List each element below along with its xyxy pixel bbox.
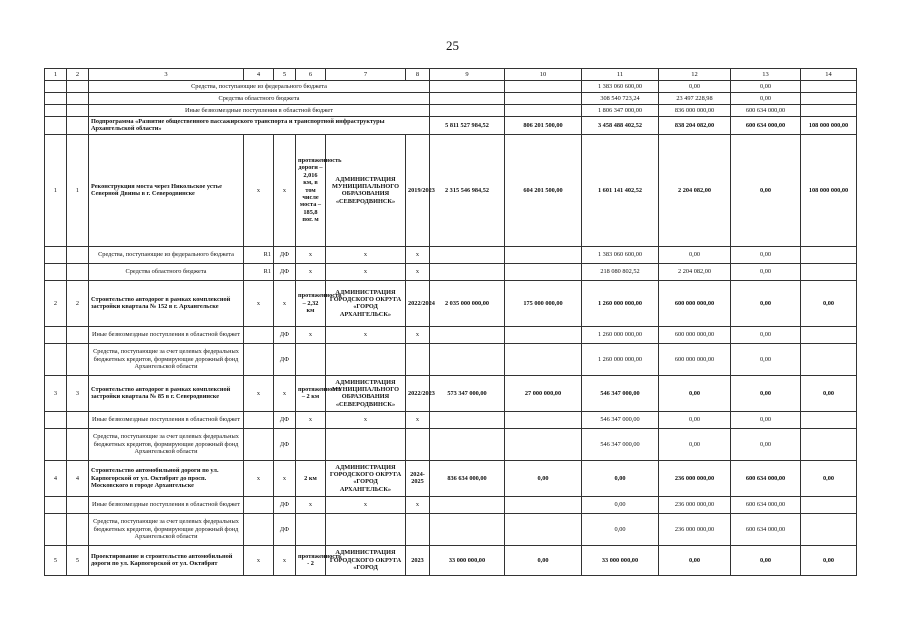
value-cell: 0,00 — [801, 460, 857, 496]
header-cell: 1 — [45, 69, 67, 81]
funding-row — [45, 326, 857, 343]
funding-row — [45, 246, 857, 263]
value-cell: 838 204 082,00 — [659, 117, 731, 135]
value-cell: 1 260 000 000,00 — [582, 343, 659, 375]
value-cell: 836 000 000,00 — [659, 105, 731, 117]
x-cell: х — [296, 263, 326, 280]
funding-row — [45, 513, 857, 545]
period-cell: 2024-2025 — [406, 460, 430, 496]
value-cell: 0,00 — [731, 411, 801, 428]
project-name: Строительство автодорог в рамках комплексной застройки квартала № 152 в г. Архангельске — [89, 280, 244, 326]
x-cell: х — [406, 411, 430, 428]
funding-source-label: Иные безвозмездные поступления в областной бюджет — [89, 496, 244, 513]
value-cell: 546 347 000,00 — [582, 375, 659, 411]
header-cell: 9 — [430, 69, 505, 81]
project-name: Строительство автомобильной дороги по ул. Карпогорской от ул. Октябрят до просп. Московского в городе Архангельске — [89, 460, 244, 496]
value-cell: 0,00 — [731, 280, 801, 326]
code-cell: х — [274, 375, 296, 411]
period-cell: 2022/2023 — [406, 375, 430, 411]
value-cell: 0,00 — [731, 134, 801, 246]
value-cell: 23 497 228,98 — [659, 93, 731, 105]
x-cell: х — [406, 326, 430, 343]
header-cell: 11 — [582, 69, 659, 81]
header-cell: 4 — [244, 69, 274, 81]
value-cell: 2 315 546 984,52 — [430, 134, 505, 246]
row-number: 4 — [67, 460, 89, 496]
value-cell: 0,00 — [731, 428, 801, 460]
value-cell: 0,00 — [801, 545, 857, 575]
value-cell: 1 260 000 000,00 — [582, 326, 659, 343]
code-cell: ДФ — [274, 496, 296, 513]
table-row — [45, 81, 857, 93]
value-cell: 600 634 000,00 — [731, 496, 801, 513]
row-number: 1 — [67, 134, 89, 246]
project-row — [45, 280, 857, 326]
value-cell: 236 000 000,00 — [659, 513, 731, 545]
row-number: 3 — [45, 375, 67, 411]
row-number: 2 — [45, 280, 67, 326]
funding-source-label: Иные безвозмездные поступления в областной бюджет — [89, 105, 430, 117]
value-cell: 27 000 000,00 — [505, 375, 582, 411]
row-number: 1 — [45, 134, 67, 246]
value-cell: 236 000 000,00 — [659, 460, 731, 496]
code-cell: R1 — [244, 246, 274, 263]
header-cell: 3 — [89, 69, 244, 81]
funding-source-label: Средства, поступающие из федерального бюджета — [89, 81, 430, 93]
header-cell: 14 — [801, 69, 857, 81]
code-cell: х — [244, 545, 274, 575]
budget-table — [44, 68, 857, 576]
capacity-cell: протяженность дороги – 2,016 км, в том числе моста – 185,8 пог. м — [296, 134, 326, 246]
value-cell: 0,00 — [731, 263, 801, 280]
x-cell: х — [296, 411, 326, 428]
subprogram-title: Подпрограмма «Развитие общественного пассажирского транспорта и транспортной инфраструктуры Архангельской области» — [89, 117, 430, 135]
value-cell: 0,00 — [731, 81, 801, 93]
value-cell: 0,00 — [505, 460, 582, 496]
project-row — [45, 375, 857, 411]
code-cell: х — [244, 460, 274, 496]
value-cell: 0,00 — [582, 496, 659, 513]
funding-row — [45, 343, 857, 375]
value-cell: 0,00 — [659, 375, 731, 411]
value-cell: 546 347 000,00 — [582, 411, 659, 428]
value-cell: 0,00 — [659, 428, 731, 460]
value-cell: 33 000 000,00 — [430, 545, 505, 575]
value-cell: 2 035 000 000,00 — [430, 280, 505, 326]
funding-source-label: Иные безвозмездные поступления в областной бюджет — [89, 411, 244, 428]
value-cell: 546 347 000,00 — [582, 428, 659, 460]
header-cell: 2 — [67, 69, 89, 81]
capacity-cell: 2 км — [296, 460, 326, 496]
value-cell: 0,00 — [659, 545, 731, 575]
project-row — [45, 545, 857, 575]
code-cell: R1 — [244, 263, 274, 280]
code-cell: х — [274, 460, 296, 496]
header-row — [45, 69, 857, 81]
funding-row — [45, 411, 857, 428]
funding-source-label: Средства областного бюджета — [89, 263, 244, 280]
x-cell: х — [296, 326, 326, 343]
customer-cell: АДМИНИСТРАЦИЯ МУНИЦИПАЛЬНОГО ОБРАЗОВАНИЯ «СЕВЕРОДВИНСК» — [326, 375, 406, 411]
value-cell: 0,00 — [659, 81, 731, 93]
funding-source-label: Средства, поступающие за счет целевых федеральных бюджетных кредитов, формирующие дорожный фонд Архангельской области — [89, 343, 244, 375]
value-cell: 0,00 — [731, 375, 801, 411]
row-number: 3 — [67, 375, 89, 411]
code-cell: х — [244, 375, 274, 411]
value-cell: 218 080 802,52 — [582, 263, 659, 280]
header-cell: 6 — [296, 69, 326, 81]
value-cell: 600 000 000,00 — [659, 280, 731, 326]
funding-source-label: Средства областного бюджета — [89, 93, 430, 105]
value-cell: 573 347 000,00 — [430, 375, 505, 411]
x-cell: х — [296, 496, 326, 513]
customer-cell: АДМИНИСТРАЦИЯ МУНИЦИПАЛЬНОГО ОБРАЗОВАНИЯ «СЕВЕРОДВИНСК» — [326, 134, 406, 246]
funding-source-label: Средства, поступающие из федерального бюджета — [89, 246, 244, 263]
code-cell: ДФ — [274, 513, 296, 545]
value-cell: 0,00 — [731, 246, 801, 263]
value-cell: 600 000 000,00 — [659, 326, 731, 343]
x-cell: х — [326, 246, 406, 263]
header-cell: 5 — [274, 69, 296, 81]
value-cell: 836 634 000,00 — [430, 460, 505, 496]
value-cell: 236 000 000,00 — [659, 496, 731, 513]
table-row — [45, 93, 857, 105]
x-cell: х — [406, 246, 430, 263]
value-cell: 5 811 527 984,52 — [430, 117, 505, 135]
value-cell: 0,00 — [731, 343, 801, 375]
value-cell: 0,00 — [659, 411, 731, 428]
table-row — [45, 105, 857, 117]
row-number: 2 — [67, 280, 89, 326]
value-cell: 600 634 000,00 — [731, 117, 801, 135]
funding-source-label: Иные безвозмездные поступления в областной бюджет — [89, 326, 244, 343]
code-cell: х — [274, 280, 296, 326]
header-cell: 13 — [731, 69, 801, 81]
capacity-cell: протяженность – 2,32 км — [296, 280, 326, 326]
value-cell: 0,00 — [659, 246, 731, 263]
value-cell: 0,00 — [505, 545, 582, 575]
project-name: Реконструкция моста через Никольское устье Северной Двины в г. Северодвинске — [89, 134, 244, 246]
header-cell: 7 — [326, 69, 406, 81]
x-cell: х — [326, 263, 406, 280]
period-cell: 2023 — [406, 545, 430, 575]
value-cell: 600 634 000,00 — [731, 105, 801, 117]
funding-row — [45, 263, 857, 280]
value-cell: 1 260 000 000,00 — [582, 280, 659, 326]
row-number: 4 — [45, 460, 67, 496]
funding-source-label: Средства, поступающие за счет целевых федеральных бюджетных кредитов, формирующие дорожный фонд Архангельской области — [89, 513, 244, 545]
customer-cell: АДМИНИСТРАЦИЯ ГОРОДСКОГО ОКРУГА «ГОРОД АРХАНГЕЛЬСК» — [326, 280, 406, 326]
period-cell: 2022/2024 — [406, 280, 430, 326]
x-cell: х — [406, 263, 430, 280]
funding-row — [45, 428, 857, 460]
value-cell: 0,00 — [582, 460, 659, 496]
value-cell: 108 000 000,00 — [801, 117, 857, 135]
value-cell: 108 000 000,00 — [801, 134, 857, 246]
value-cell: 600 634 000,00 — [731, 460, 801, 496]
value-cell: 33 000 000,00 — [582, 545, 659, 575]
project-name: Строительство автодорог в рамках комплексной застройки квартала № 85 в г. Северодвинске — [89, 375, 244, 411]
customer-cell: АДМИНИСТРАЦИЯ ГОРОДСКОГО ОКРУГА «ГОРОД — [326, 545, 406, 575]
value-cell: 0,00 — [582, 513, 659, 545]
header-cell: 12 — [659, 69, 731, 81]
value-cell: 0,00 — [731, 545, 801, 575]
funding-source-label: Средства, поступающие за счет целевых федеральных бюджетных кредитов, формирующие дорожный фонд Архангельской области — [89, 428, 244, 460]
value-cell: 2 204 082,00 — [659, 263, 731, 280]
value-cell: 0,00 — [731, 93, 801, 105]
value-cell: 600 634 000,00 — [731, 513, 801, 545]
project-row — [45, 460, 857, 496]
code-cell: х — [244, 134, 274, 246]
code-cell: х — [274, 545, 296, 575]
value-cell: 1 806 347 000,00 — [582, 105, 659, 117]
row-number: 5 — [67, 545, 89, 575]
x-cell: х — [326, 411, 406, 428]
code-cell: ДФ — [274, 326, 296, 343]
code-cell: ДФ — [274, 428, 296, 460]
code-cell: х — [274, 134, 296, 246]
value-cell: 806 201 500,00 — [505, 117, 582, 135]
value-cell: 175 000 000,00 — [505, 280, 582, 326]
header-cell: 8 — [406, 69, 430, 81]
value-cell: 0,00 — [801, 280, 857, 326]
value-cell: 3 458 488 402,52 — [582, 117, 659, 135]
project-row — [45, 134, 857, 246]
value-cell: 1 383 060 600,00 — [582, 246, 659, 263]
code-cell: ДФ — [274, 263, 296, 280]
subprogram-row — [45, 117, 857, 135]
x-cell: х — [296, 246, 326, 263]
value-cell: 0,00 — [731, 326, 801, 343]
row-number: 5 — [45, 545, 67, 575]
value-cell: 600 000 000,00 — [659, 343, 731, 375]
x-cell: х — [326, 326, 406, 343]
project-name: Проектирование и строительство автомобильной дороги по ул. Карпогорской от ул. Октябрят — [89, 545, 244, 575]
code-cell: х — [244, 280, 274, 326]
capacity-cell: протяженность – 2 км — [296, 375, 326, 411]
value-cell: 308 540 723,24 — [582, 93, 659, 105]
x-cell: х — [326, 496, 406, 513]
value-cell: 0,00 — [801, 375, 857, 411]
x-cell: х — [406, 496, 430, 513]
value-cell: 1 601 141 402,52 — [582, 134, 659, 246]
period-cell: 2019/2023 — [406, 134, 430, 246]
customer-cell: АДМИНИСТРАЦИЯ ГОРОДСКОГО ОКРУГА «ГОРОД АРХАНГЕЛЬСК» — [326, 460, 406, 496]
value-cell: 604 201 500,00 — [505, 134, 582, 246]
code-cell: ДФ — [274, 343, 296, 375]
value-cell: 2 204 082,00 — [659, 134, 731, 246]
code-cell: ДФ — [274, 411, 296, 428]
page-number: 25 — [446, 38, 459, 53]
funding-row — [45, 496, 857, 513]
code-cell: ДФ — [274, 246, 296, 263]
capacity-cell: протяженность - 2 — [296, 545, 326, 575]
value-cell: 1 383 060 600,00 — [582, 81, 659, 93]
header-cell: 10 — [505, 69, 582, 81]
